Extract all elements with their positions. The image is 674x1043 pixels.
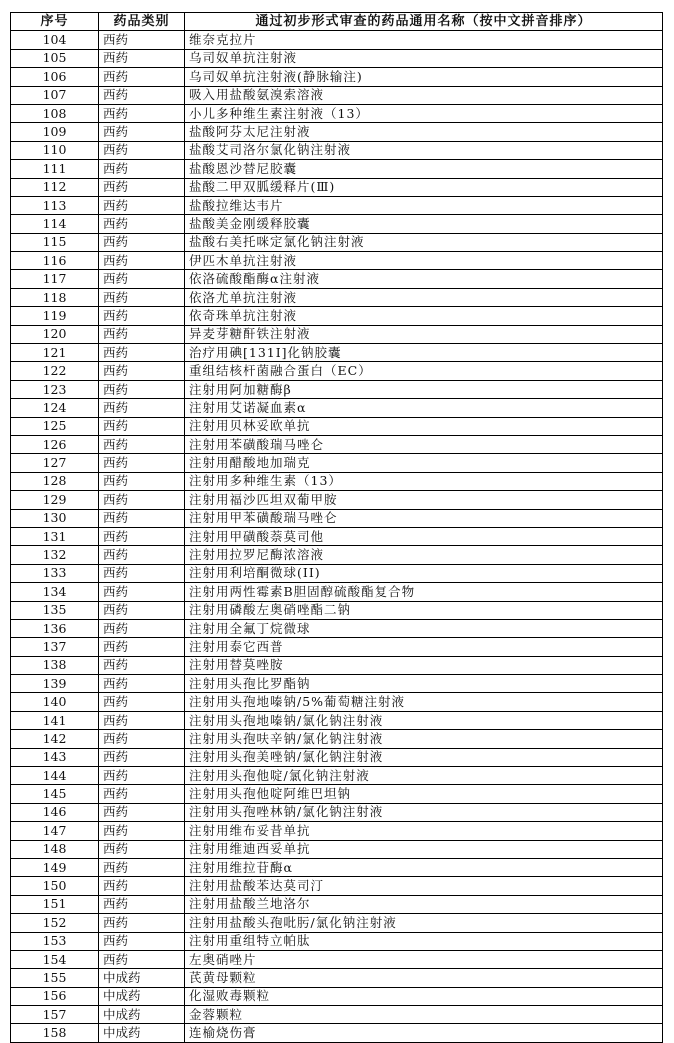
cell-drug-category: 西药 (99, 950, 185, 968)
cell-serial-number: 116 (11, 252, 99, 270)
table-row (11, 233, 663, 251)
cell-serial-number: 126 (11, 435, 99, 453)
cell-drug-category: 西药 (99, 711, 185, 729)
cell-drug-category: 西药 (99, 546, 185, 564)
cell-drug-category: 西药 (99, 914, 185, 932)
cell-drug-category: 西药 (99, 822, 185, 840)
table-row (11, 877, 663, 895)
table-row (11, 399, 663, 417)
cell-drug-category: 西药 (99, 196, 185, 214)
table-row (11, 417, 663, 435)
table-row (11, 803, 663, 821)
cell-serial-number: 134 (11, 583, 99, 601)
table-row (11, 969, 663, 987)
cell-drug-name: 注射用利培酮微球(II) (185, 564, 663, 582)
cell-serial-number: 143 (11, 748, 99, 766)
cell-drug-category: 西药 (99, 730, 185, 748)
cell-drug-name: 注射用盐酸兰地洛尔 (185, 895, 663, 913)
cell-drug-name: 盐酸阿芬太尼注射液 (185, 123, 663, 141)
table-row (11, 362, 663, 380)
table-row (11, 987, 663, 1005)
cell-serial-number: 156 (11, 987, 99, 1005)
cell-drug-category: 西药 (99, 104, 185, 122)
drug-list-table (10, 12, 663, 1043)
cell-drug-category: 西药 (99, 435, 185, 453)
cell-drug-category: 西药 (99, 325, 185, 343)
table-row (11, 435, 663, 453)
cell-drug-category: 西药 (99, 31, 185, 49)
table-row (11, 31, 663, 49)
cell-serial-number: 147 (11, 822, 99, 840)
table-row (11, 141, 663, 159)
cell-drug-category: 西药 (99, 583, 185, 601)
cell-serial-number: 144 (11, 767, 99, 785)
cell-serial-number: 110 (11, 141, 99, 159)
cell-drug-category: 西药 (99, 472, 185, 490)
cell-serial-number: 107 (11, 86, 99, 104)
cell-drug-name: 注射用磷酸左奥硝唑酯二钠 (185, 601, 663, 619)
cell-drug-category: 西药 (99, 767, 185, 785)
table-row (11, 527, 663, 545)
cell-serial-number: 120 (11, 325, 99, 343)
header-serial-number: 序号 (11, 13, 99, 31)
table-row (11, 693, 663, 711)
cell-drug-category: 中成药 (99, 1024, 185, 1042)
cell-drug-name: 重组结核杆菌融合蛋白（EC） (185, 362, 663, 380)
table-row (11, 546, 663, 564)
cell-drug-category: 中成药 (99, 969, 185, 987)
cell-drug-name: 注射用全氟丁烷微球 (185, 619, 663, 637)
header-drug-generic-name: 通过初步形式审查的药品通用名称（按中文拼音排序） (185, 13, 663, 31)
cell-drug-name: 注射用头孢唑林钠/氯化钠注射液 (185, 803, 663, 821)
cell-drug-category: 西药 (99, 49, 185, 67)
table-row (11, 325, 663, 343)
cell-drug-name: 乌司奴单抗注射液 (185, 49, 663, 67)
cell-serial-number: 109 (11, 123, 99, 141)
table-row (11, 583, 663, 601)
cell-drug-name: 金蓉颗粒 (185, 1006, 663, 1024)
table-row (11, 86, 663, 104)
cell-drug-name: 注射用泰它西普 (185, 638, 663, 656)
table-row (11, 950, 663, 968)
table-row (11, 509, 663, 527)
table-header-row (11, 13, 663, 31)
cell-drug-category: 西药 (99, 362, 185, 380)
cell-serial-number: 122 (11, 362, 99, 380)
cell-drug-category: 西药 (99, 803, 185, 821)
cell-drug-name: 注射用维迪西妥单抗 (185, 840, 663, 858)
table-row (11, 767, 663, 785)
table-row (11, 472, 663, 490)
cell-drug-name: 注射用头孢呋辛钠/氯化钠注射液 (185, 730, 663, 748)
cell-drug-category: 西药 (99, 527, 185, 545)
cell-drug-category: 西药 (99, 86, 185, 104)
cell-drug-name: 注射用拉罗尼酶浓溶液 (185, 546, 663, 564)
table-row (11, 711, 663, 729)
cell-drug-name: 注射用替莫唑胺 (185, 656, 663, 674)
cell-serial-number: 111 (11, 160, 99, 178)
cell-drug-name: 注射用头孢他啶阿维巴坦钠 (185, 785, 663, 803)
cell-serial-number: 115 (11, 233, 99, 251)
cell-drug-category: 西药 (99, 252, 185, 270)
table-row (11, 675, 663, 693)
cell-serial-number: 151 (11, 895, 99, 913)
cell-serial-number: 141 (11, 711, 99, 729)
cell-serial-number: 125 (11, 417, 99, 435)
cell-drug-name: 注射用头孢他啶/氯化钠注射液 (185, 767, 663, 785)
cell-serial-number: 118 (11, 288, 99, 306)
cell-drug-category: 西药 (99, 417, 185, 435)
cell-serial-number: 124 (11, 399, 99, 417)
cell-drug-name: 伊匹木单抗注射液 (185, 252, 663, 270)
cell-drug-name: 注射用头孢美唑钠/氯化钠注射液 (185, 748, 663, 766)
cell-drug-category: 西药 (99, 601, 185, 619)
cell-serial-number: 129 (11, 491, 99, 509)
cell-drug-category: 西药 (99, 748, 185, 766)
table-row (11, 601, 663, 619)
cell-drug-category: 西药 (99, 215, 185, 233)
cell-drug-name: 盐酸恩沙替尼胶囊 (185, 160, 663, 178)
table-row (11, 1024, 663, 1042)
cell-serial-number: 104 (11, 31, 99, 49)
cell-drug-name: 注射用重组特立帕肽 (185, 932, 663, 950)
table-row (11, 123, 663, 141)
table-row (11, 1006, 663, 1024)
cell-serial-number: 105 (11, 49, 99, 67)
table-row (11, 178, 663, 196)
table-row (11, 932, 663, 950)
cell-drug-category: 西药 (99, 399, 185, 417)
cell-serial-number: 131 (11, 527, 99, 545)
table-row (11, 252, 663, 270)
cell-drug-name: 乌司奴单抗注射液(静脉输注) (185, 68, 663, 86)
cell-serial-number: 135 (11, 601, 99, 619)
table-row (11, 454, 663, 472)
cell-drug-name: 吸入用盐酸氨溴索溶液 (185, 86, 663, 104)
cell-drug-category: 西药 (99, 895, 185, 913)
cell-drug-category: 西药 (99, 619, 185, 637)
cell-serial-number: 123 (11, 380, 99, 398)
cell-drug-category: 西药 (99, 656, 185, 674)
cell-drug-category: 中成药 (99, 987, 185, 1005)
table-row (11, 288, 663, 306)
cell-drug-name: 注射用头孢比罗酯钠 (185, 675, 663, 693)
cell-drug-name: 注射用贝林妥欧单抗 (185, 417, 663, 435)
cell-drug-category: 西药 (99, 491, 185, 509)
cell-drug-category: 西药 (99, 638, 185, 656)
table-row (11, 196, 663, 214)
cell-drug-category: 西药 (99, 693, 185, 711)
cell-serial-number: 117 (11, 270, 99, 288)
table-row (11, 307, 663, 325)
cell-drug-name: 注射用甲苯磺酸瑞马唑仑 (185, 509, 663, 527)
cell-drug-name: 连榆烧伤膏 (185, 1024, 663, 1042)
cell-drug-name: 注射用艾诺凝血素α (185, 399, 663, 417)
header-drug-category: 药品类别 (99, 13, 185, 31)
cell-serial-number: 145 (11, 785, 99, 803)
cell-serial-number: 150 (11, 877, 99, 895)
table-row (11, 215, 663, 233)
table-row (11, 638, 663, 656)
cell-drug-category: 西药 (99, 785, 185, 803)
table-row (11, 748, 663, 766)
cell-drug-category: 西药 (99, 288, 185, 306)
cell-drug-name: 化湿败毒颗粒 (185, 987, 663, 1005)
cell-drug-name: 注射用头孢地嗪钠/氯化钠注射液 (185, 711, 663, 729)
cell-drug-category: 西药 (99, 932, 185, 950)
cell-drug-category: 西药 (99, 123, 185, 141)
table-row (11, 840, 663, 858)
table-row (11, 68, 663, 86)
cell-serial-number: 136 (11, 619, 99, 637)
cell-drug-name: 注射用阿加糖酶β (185, 380, 663, 398)
cell-serial-number: 153 (11, 932, 99, 950)
table-row (11, 491, 663, 509)
cell-drug-name: 盐酸艾司洛尔氯化钠注射液 (185, 141, 663, 159)
cell-drug-name: 注射用福沙匹坦双葡甲胺 (185, 491, 663, 509)
cell-drug-name: 异麦芽糖酐铁注射液 (185, 325, 663, 343)
cell-drug-category: 西药 (99, 509, 185, 527)
table-row (11, 380, 663, 398)
cell-drug-name: 注射用盐酸头孢吡肟/氯化钠注射液 (185, 914, 663, 932)
cell-drug-name: 盐酸二甲双胍缓释片(Ⅲ) (185, 178, 663, 196)
table-row (11, 619, 663, 637)
cell-drug-name: 依洛尤单抗注射液 (185, 288, 663, 306)
table-row (11, 564, 663, 582)
cell-drug-name: 注射用多种维生素（13） (185, 472, 663, 490)
cell-drug-category: 西药 (99, 160, 185, 178)
cell-drug-name: 注射用醋酸地加瑞克 (185, 454, 663, 472)
table-row (11, 49, 663, 67)
table-row (11, 895, 663, 913)
cell-serial-number: 138 (11, 656, 99, 674)
cell-serial-number: 154 (11, 950, 99, 968)
cell-drug-category: 西药 (99, 307, 185, 325)
cell-serial-number: 139 (11, 675, 99, 693)
cell-drug-name: 注射用甲磺酸萘莫司他 (185, 527, 663, 545)
table-row (11, 822, 663, 840)
cell-serial-number: 121 (11, 344, 99, 362)
cell-serial-number: 114 (11, 215, 99, 233)
cell-drug-name: 注射用两性霉素B胆固醇硫酸酯复合物 (185, 583, 663, 601)
cell-drug-category: 西药 (99, 233, 185, 251)
cell-drug-category: 中成药 (99, 1006, 185, 1024)
cell-drug-name: 盐酸美金刚缓释胶囊 (185, 215, 663, 233)
cell-drug-category: 西药 (99, 344, 185, 362)
table-row (11, 270, 663, 288)
cell-drug-category: 西药 (99, 68, 185, 86)
table-row (11, 858, 663, 876)
cell-serial-number: 148 (11, 840, 99, 858)
cell-serial-number: 133 (11, 564, 99, 582)
cell-drug-name: 注射用盐酸苯达莫司汀 (185, 877, 663, 895)
cell-serial-number: 146 (11, 803, 99, 821)
cell-drug-name: 注射用头孢地嗪钠/5%葡萄糖注射液 (185, 693, 663, 711)
cell-drug-name: 注射用维布妥昔单抗 (185, 822, 663, 840)
cell-serial-number: 106 (11, 68, 99, 86)
cell-drug-category: 西药 (99, 178, 185, 196)
cell-drug-name: 依奇珠单抗注射液 (185, 307, 663, 325)
cell-serial-number: 142 (11, 730, 99, 748)
cell-serial-number: 152 (11, 914, 99, 932)
cell-serial-number: 127 (11, 454, 99, 472)
cell-serial-number: 158 (11, 1024, 99, 1042)
cell-drug-name: 小儿多种维生素注射液（13） (185, 104, 663, 122)
table-row (11, 160, 663, 178)
cell-drug-category: 西药 (99, 380, 185, 398)
cell-drug-category: 西药 (99, 454, 185, 472)
cell-serial-number: 155 (11, 969, 99, 987)
cell-drug-name: 注射用苯磺酸瑞马唑仑 (185, 435, 663, 453)
cell-serial-number: 119 (11, 307, 99, 325)
cell-serial-number: 112 (11, 178, 99, 196)
cell-drug-category: 西药 (99, 675, 185, 693)
cell-serial-number: 113 (11, 196, 99, 214)
cell-drug-category: 西药 (99, 840, 185, 858)
table-row (11, 785, 663, 803)
table-row (11, 344, 663, 362)
cell-serial-number: 149 (11, 858, 99, 876)
table-row (11, 656, 663, 674)
cell-drug-name: 治疗用碘[131I]化钠胶囊 (185, 344, 663, 362)
cell-drug-category: 西药 (99, 877, 185, 895)
cell-drug-name: 依洛硫酸酯酶α注射液 (185, 270, 663, 288)
cell-drug-name: 盐酸拉维达韦片 (185, 196, 663, 214)
cell-drug-name: 维奈克拉片 (185, 31, 663, 49)
cell-serial-number: 140 (11, 693, 99, 711)
cell-drug-name: 盐酸右美托咪定氯化钠注射液 (185, 233, 663, 251)
cell-drug-category: 西药 (99, 270, 185, 288)
cell-serial-number: 108 (11, 104, 99, 122)
cell-serial-number: 128 (11, 472, 99, 490)
cell-serial-number: 157 (11, 1006, 99, 1024)
cell-drug-name: 左奥硝唑片 (185, 950, 663, 968)
cell-drug-category: 西药 (99, 564, 185, 582)
cell-serial-number: 130 (11, 509, 99, 527)
cell-drug-category: 西药 (99, 141, 185, 159)
cell-serial-number: 132 (11, 546, 99, 564)
table-row (11, 730, 663, 748)
cell-serial-number: 137 (11, 638, 99, 656)
table-row (11, 914, 663, 932)
table-row (11, 104, 663, 122)
cell-drug-name: 芪黄母颗粒 (185, 969, 663, 987)
cell-drug-name: 注射用维拉苷酶α (185, 858, 663, 876)
cell-drug-category: 西药 (99, 858, 185, 876)
